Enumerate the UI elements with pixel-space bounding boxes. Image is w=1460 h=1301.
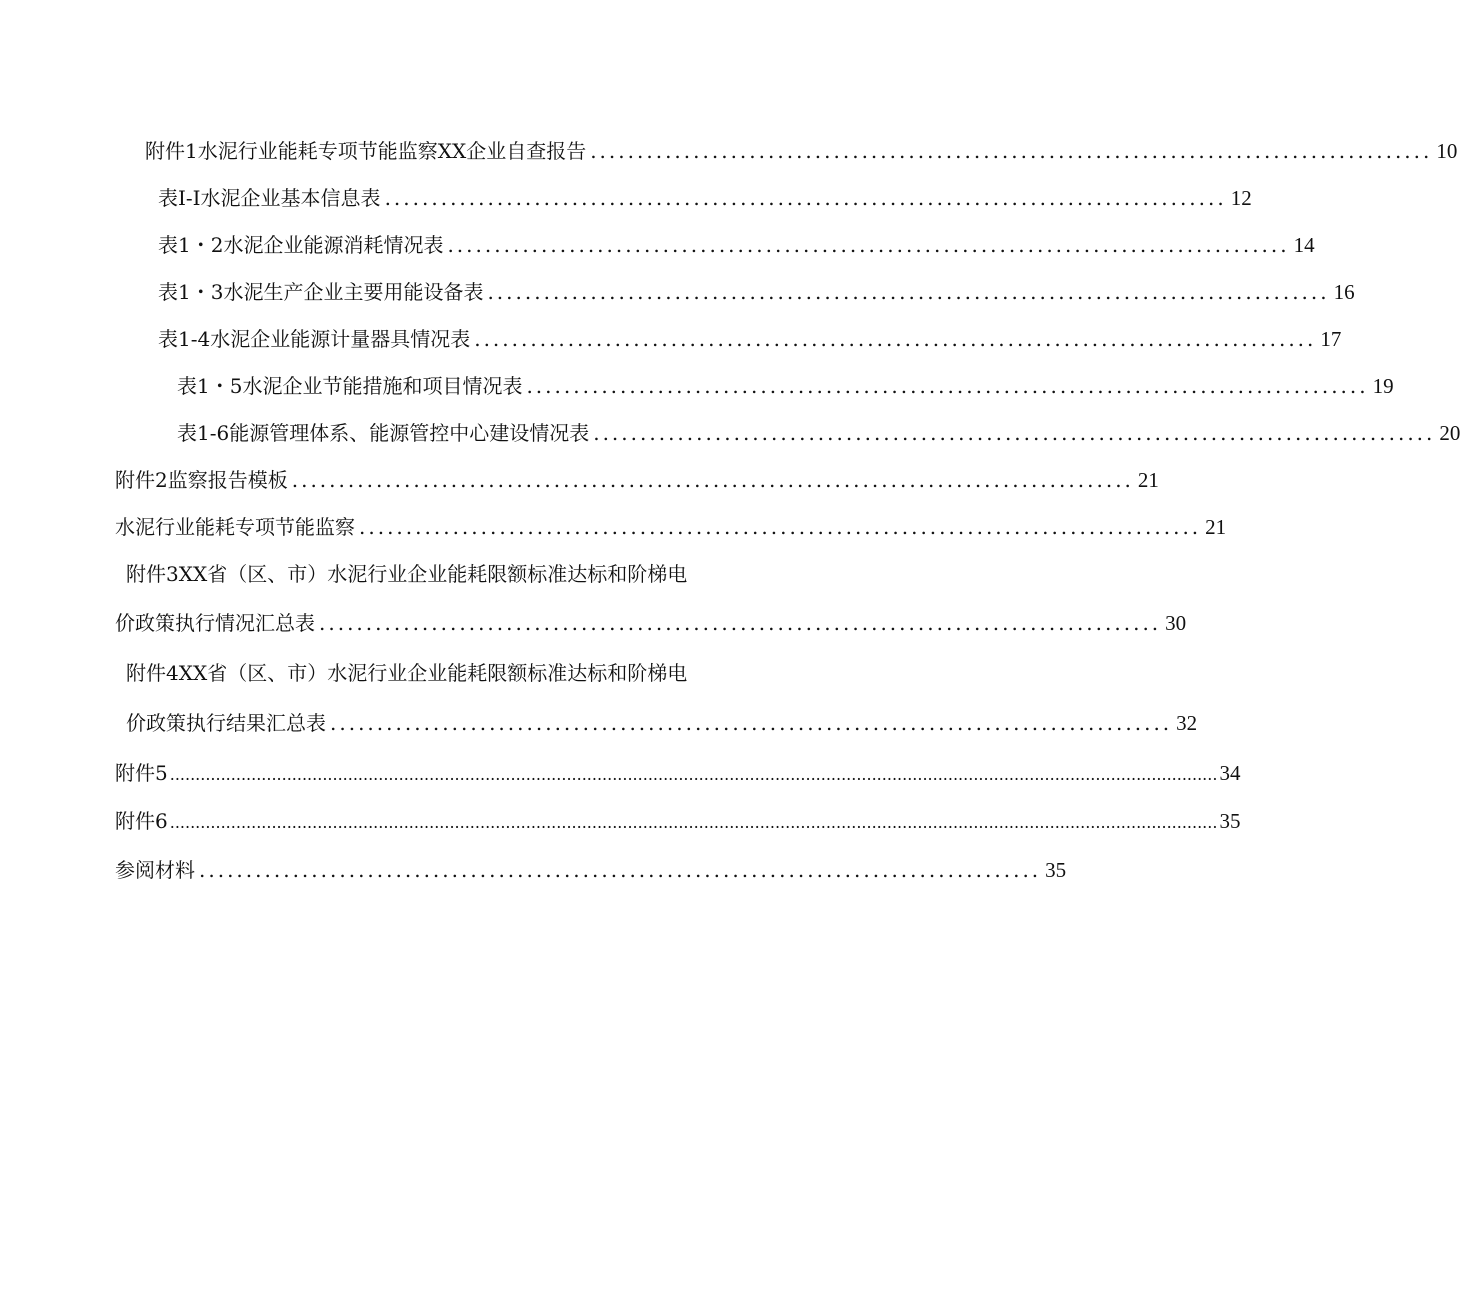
toc-entry-title: 表I-I水泥企业基本信息表 (158, 186, 381, 210)
toc-entry[interactable] (126, 705, 1198, 741)
toc-entry-title-line1[interactable]: 附件4XX省（区、市）水泥行业企业能耗限额标准达标和阶梯电 (126, 661, 688, 685)
toc-leader: .......................................................................................... (474, 327, 1317, 351)
toc-entry-page: 16 (1333, 280, 1355, 304)
toc-entry-title: 附件5 (115, 761, 168, 785)
toc-entry-title: 表1・2水泥企业能源消耗情况表 (158, 233, 444, 257)
toc-entry[interactable] (158, 227, 1315, 263)
toc-leader: .......................................................................................... (593, 421, 1436, 445)
toc-entry-page: 21 (1205, 515, 1227, 539)
toc-entry[interactable] (115, 803, 1241, 839)
toc-entry-page: 35 (1045, 858, 1067, 882)
toc-entry-page: 21 (1137, 468, 1159, 492)
toc-leader: .......................................................................................... (590, 139, 1433, 163)
toc-entry-title: 水泥行业能耗专项节能监察 (115, 515, 355, 539)
toc-entry-page: 12 (1230, 186, 1252, 210)
toc-entry-title: 表1-4水泥企业能源计量器具情况表 (158, 327, 471, 351)
toc-entry-page: 35 (1219, 809, 1241, 833)
toc-entry-title: 附件2监察报告模板 (115, 468, 288, 492)
toc-leader: .......................................................................................... (526, 374, 1369, 398)
toc-entry-page: 17 (1320, 327, 1342, 351)
toc-leader: .......................................................................................... (319, 611, 1162, 635)
toc-leader: .......................................................................................... (291, 468, 1134, 492)
toc-entry[interactable] (115, 605, 1187, 641)
toc-entry[interactable] (158, 321, 1342, 357)
toc-entry[interactable] (158, 274, 1355, 310)
toc-entry-title: 表1・3水泥生产企业主要用能设备表 (158, 280, 484, 304)
toc-entry-title-line1[interactable]: 附件3XX省（区、市）水泥行业企业能耗限额标准达标和阶梯电 (126, 562, 688, 586)
toc-entry-title: 表1・5水泥企业节能措施和项目情况表 (177, 374, 523, 398)
toc-leader: .............................................................................................................................................................................................................. (169, 765, 1218, 784)
toc-entry[interactable] (145, 133, 1458, 169)
toc-entry-title: 附件6 (115, 809, 168, 833)
toc-leader: .......................................................................................... (447, 233, 1290, 257)
toc-entry-title-line2: 价政策执行结果汇总表 (126, 711, 326, 735)
toc-leader: .............................................................................................................................................................................................................. (169, 813, 1218, 832)
toc-entry-page: 32 (1176, 711, 1198, 735)
toc-entry-page: 20 (1439, 421, 1460, 445)
toc-entry[interactable] (115, 852, 1067, 888)
toc-entry[interactable] (177, 368, 1394, 404)
toc-entry-page: 34 (1219, 761, 1241, 785)
toc-leader: .......................................................................................... (199, 858, 1042, 882)
toc-leader: .......................................................................................... (487, 280, 1330, 304)
toc-entry-page: 14 (1293, 233, 1315, 257)
toc-entry-title: 参阅材料 (115, 858, 195, 882)
toc-entry[interactable] (115, 755, 1241, 791)
toc-entry[interactable] (115, 462, 1159, 498)
toc-entry[interactable] (115, 509, 1227, 545)
toc-entry-page: 30 (1165, 611, 1187, 635)
toc-entry-title: 表1-6能源管理体系、能源管控中心建设情况表 (177, 421, 590, 445)
toc-entry-page: 10 (1436, 139, 1458, 163)
toc-entry-page: 19 (1372, 374, 1394, 398)
toc-entry-title: 附件1水泥行业能耗专项节能监察XX企业自查报告 (145, 139, 587, 163)
toc-leader: .......................................................................................... (359, 515, 1202, 539)
toc-entry-title-line2: 价政策执行情况汇总表 (115, 611, 315, 635)
toc-leader: .......................................................................................... (330, 711, 1173, 735)
toc-entry[interactable] (158, 180, 1252, 216)
toc-leader: .......................................................................................... (384, 186, 1227, 210)
toc-entry[interactable] (177, 415, 1460, 451)
